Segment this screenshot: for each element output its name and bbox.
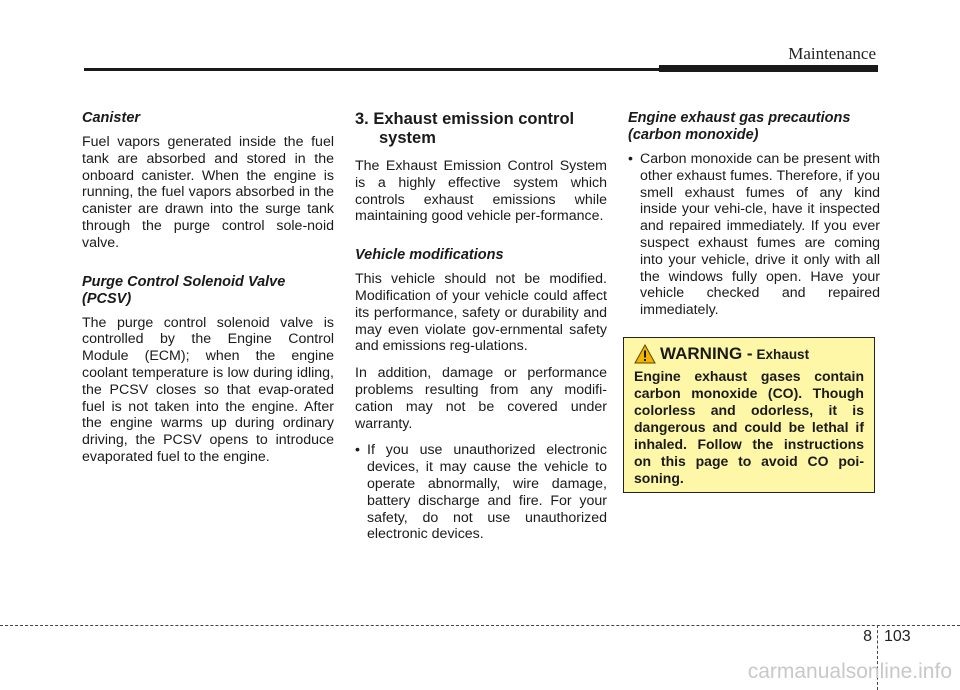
bullet-text: If you use unauthorized electronic devices, it may cause the vehicle to operate abnormally, wire damage, battery discharge and fire. For your safety, do not use unauthorized electronic devices. bbox=[367, 442, 607, 543]
pcsv-paragraph: The purge control solenoid valve is controlled by the Engine Control Module (ECM); when the engine coolant temperature is low during idling, the PCSV closes so that evap-orated fuel is not taken into the engine. After the engine warms up during ordinary driving, the PCSV opens to introduce evaporated fuel to the engine. bbox=[82, 314, 334, 465]
exhaust-precautions-heading: Engine exhaust gas precautions (carbon monoxide) bbox=[628, 110, 851, 143]
footer-rule bbox=[0, 625, 960, 626]
bullet-marker: • bbox=[355, 442, 360, 459]
header-rule bbox=[84, 68, 659, 71]
canister-paragraph: Fuel vapors generated inside the fuel tank are absorbed and stored in the onboard canister. When the engine is running, the fuel vapors absorbed in the canister are drawn into the surge tank through the purge control sole-noid valve. bbox=[82, 134, 334, 251]
bullet-marker: • bbox=[628, 151, 633, 167]
exhaust-intro-paragraph: The Exhaust Emission Control System is a highly effective system which controls exhaust emissions while maintaining good vehicle per-formance. bbox=[355, 158, 607, 225]
vehicle-mods-heading: Vehicle modifications bbox=[355, 247, 504, 264]
running-header: Maintenance bbox=[788, 44, 876, 63]
canister-heading: Canister bbox=[82, 110, 141, 126]
exhaust-section-heading: 3. Exhaust emission control system bbox=[355, 110, 575, 147]
warning-header bbox=[634, 344, 864, 364]
column-left bbox=[82, 110, 334, 476]
bullet-text: Carbon monoxide can be present with other exhaust fumes. Therefore, if you smell exhaust fumes of any kind inside your vehi-cle, have it inspected and repaired immediately. If you ever suspect exhaust fumes are coming into your vehicle, drive it only with all the windows fully open. Have your vehicle checked and repaired immediately. bbox=[640, 151, 880, 319]
column-middle bbox=[355, 110, 607, 553]
vehicle-mods-paragraph: This vehicle should not be modified. Modification of your vehicle could affect its performance, safety or durability and may even violate gov-ernmental safety and emissions reg-ulations. bbox=[355, 271, 607, 355]
warning-text: Engine exhaust gases contain carbon monoxide (CO). Though colorless and odorless, it is dangerous and could be lethal if inhaled. Follow the instructions on this page to avoid CO poi-soning. bbox=[634, 368, 864, 486]
electronic-devices-bullet bbox=[355, 442, 607, 543]
warning-title: WARNING - bbox=[660, 344, 753, 363]
header-rule-thick bbox=[659, 65, 878, 72]
watermark: carmanualsonline.info bbox=[747, 660, 952, 683]
warning-triangle-icon bbox=[634, 344, 656, 364]
warning-subtitle: Exhaust bbox=[756, 346, 810, 362]
warning-box bbox=[623, 337, 875, 493]
pcsv-heading: Purge Control Solenoid Valve (PCSV) bbox=[82, 273, 286, 307]
carbon-monoxide-bullet bbox=[628, 151, 880, 319]
column-right bbox=[628, 110, 880, 329]
chapter-number: 8 bbox=[863, 628, 872, 645]
page-number: 103 bbox=[884, 628, 911, 645]
warranty-paragraph: In addition, damage or performance problems resulting from any modifi-cation may not be covered under warranty. bbox=[355, 365, 607, 432]
